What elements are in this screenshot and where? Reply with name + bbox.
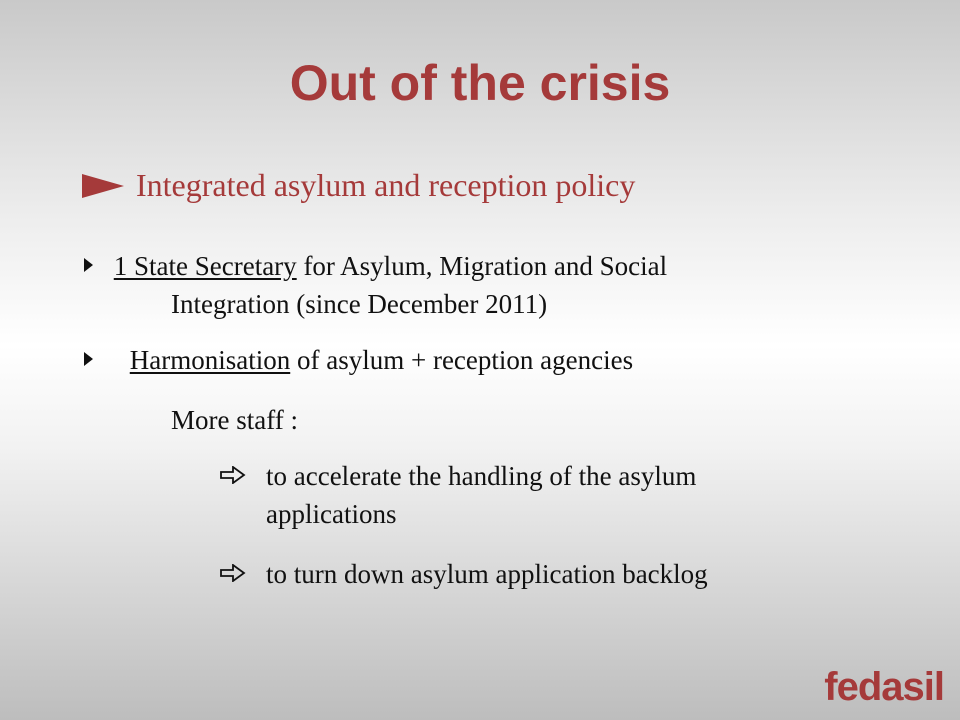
fedasil-logo: fedasil [824, 665, 944, 709]
subtitle-text: Integrated asylum and reception policy [136, 167, 636, 203]
subtitle [82, 166, 635, 204]
sub-bullet-1: to accelerate the handling of the asylum [266, 461, 697, 491]
filled-right-arrow-icon [82, 174, 124, 198]
slide-title: Out of the crisis [289, 55, 671, 111]
bullet-2 [84, 344, 633, 376]
bullet-1 [84, 250, 667, 282]
hollow-right-arrow-icon [220, 564, 246, 582]
more-staff-label: More staff : [171, 405, 298, 435]
bullet-2-text: of asylum + reception agencies [290, 345, 634, 375]
hollow-right-arrow-icon [220, 466, 246, 484]
bullet-1-underlined: 1 State Secretary [113, 251, 297, 281]
bullet-1-continuation: Integration (since December 2011) [171, 289, 548, 319]
bullet-1-text: for Asylum, Migration and Social [296, 251, 668, 281]
sub-bullet-2: to turn down asylum application backlog [266, 559, 708, 589]
sub-bullet-1-continuation: applications [266, 499, 397, 529]
bullet-2-underlined: Harmonisation [129, 345, 291, 375]
right-triangle-bullet-icon [84, 258, 93, 272]
right-triangle-bullet-icon [84, 352, 93, 366]
